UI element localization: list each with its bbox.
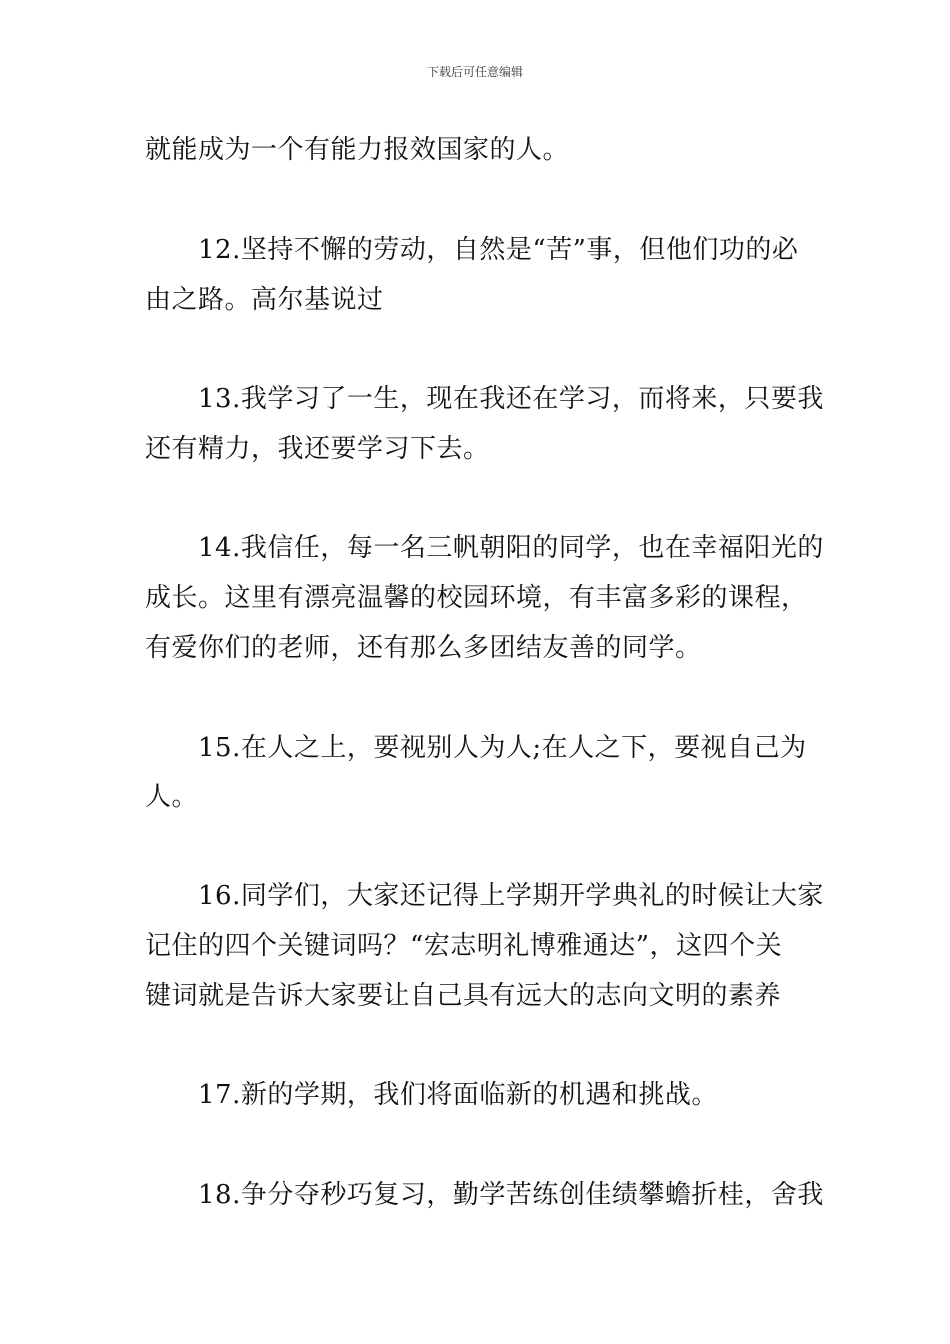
text-line: 还有精力，我还要学习下去。 xyxy=(145,434,490,464)
page-header: 下载后可任意编辑 xyxy=(426,65,523,79)
text-line: 18.争分夺秒巧复习，勤学苦练创佳绩攀蟾折桂，舍我 xyxy=(198,1180,824,1210)
text-line: 15.在人之上，要视别人为人;在人之下，要视自己为 xyxy=(198,733,807,763)
text-line: 12.坚持不懈的劳动，自然是“苦”事，但他们功的必 xyxy=(198,235,799,265)
text-line: 16.同学们，大家还记得上学期开学典礼的时候让大家 xyxy=(198,881,824,911)
text-line: 成长。这里有漂亮温馨的校园环境，有丰富多彩的课程， xyxy=(145,583,808,613)
text-line: 由之路。高尔基说过 xyxy=(145,285,384,315)
text-line: 就能成为一个有能力报效国家的人。 xyxy=(145,135,570,165)
text-line: 17.新的学期，我们将面临新的机遇和挑战。 xyxy=(198,1080,718,1110)
text-line: 记住的四个关键词吗？“宏志明礼博雅通达”，这四个关 xyxy=(145,931,783,961)
text-line: 键词就是告诉大家要让自己具有远大的志向文明的素养 xyxy=(145,981,782,1011)
text-line: 人。 xyxy=(145,782,199,812)
text-line: 14.我信任，每一名三帆朝阳的同学，也在幸福阳光的 xyxy=(198,533,824,563)
text-line: 13.我学习了一生，现在我还在学习，而将来，只要我 xyxy=(198,384,824,414)
text-line: 有爱你们的老师，还有那么多团结友善的同学。 xyxy=(145,633,702,663)
